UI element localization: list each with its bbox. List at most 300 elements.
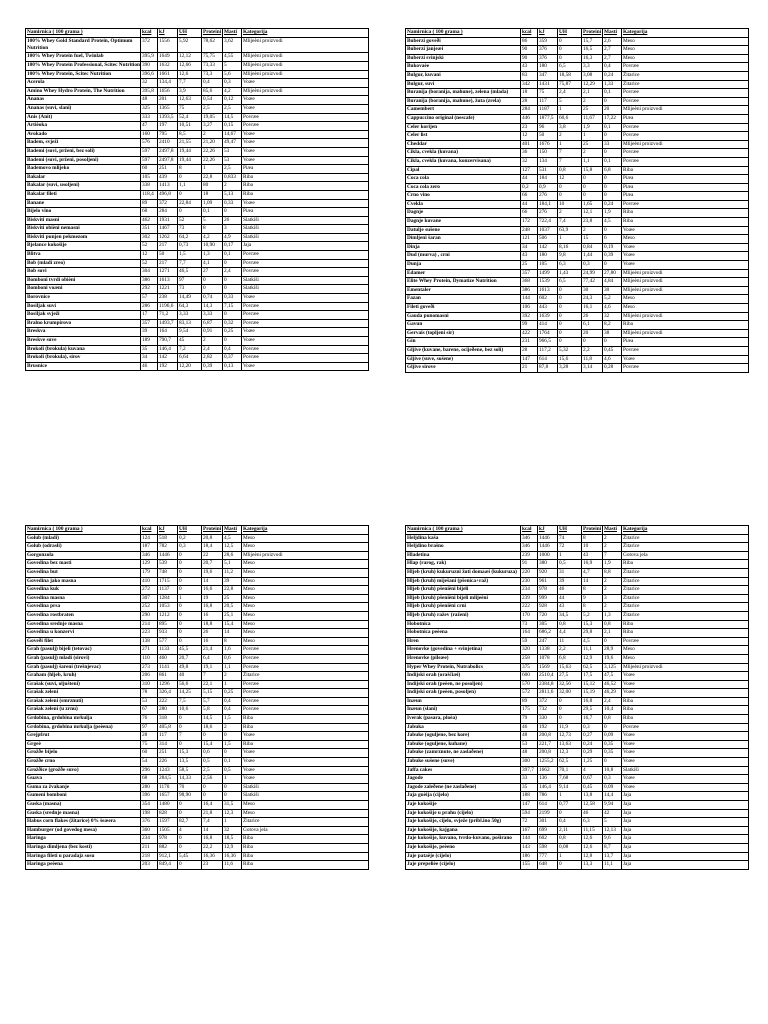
cell-category: Voæe [242, 775, 369, 784]
cell-category: Meso [622, 46, 749, 55]
cell-fat: 2,4 [603, 697, 622, 706]
cell-food-name: Graham (hljeb, kruh) [26, 672, 141, 681]
cell-fat: 1,33 [603, 80, 622, 89]
cell-kj: 376 [538, 54, 558, 63]
table-row [406, 192, 749, 201]
cell-kj: 326,4 [158, 689, 178, 698]
cell-food-name: Hyper Whey Protein, Nutrabolics [406, 663, 521, 672]
cell-food-name: Jaje prepelièe (cijelo) [406, 861, 521, 870]
cell-carbs: 6,3 [558, 261, 582, 270]
cell-category: Povræe [242, 680, 369, 689]
cell-protein: 19 [202, 594, 223, 603]
cell-carbs: 0 [178, 843, 202, 852]
cell-kcal: 129 [141, 560, 158, 569]
cell-protein: 22,2 [202, 843, 223, 852]
cell-carbs: 5,45 [178, 852, 202, 861]
cell-protein: 14 [202, 577, 223, 586]
cell-food-name: Crno vino [406, 192, 521, 201]
cell-protein: 2,56 [202, 775, 223, 784]
cell-carbs: 82,7 [178, 818, 202, 827]
cell-fat: 4,6 [603, 355, 622, 364]
table-header-row [406, 526, 749, 535]
cell-food-name: Bakalar (suvi, usoljeni) [26, 182, 141, 191]
cell-category: Meso [242, 801, 369, 810]
nutrition-table-top-right [405, 28, 749, 373]
cell-fat: 5,1 [223, 560, 242, 569]
cell-category: Voæe [622, 680, 749, 689]
table-header-row [26, 526, 369, 535]
table-header-row [406, 29, 749, 38]
cell-carbs: 2,4 [558, 89, 582, 98]
cell-carbs: 97 [178, 276, 202, 285]
cell-category: Meso [242, 809, 369, 818]
cell-category: Povræe [242, 311, 369, 320]
cell-carbs: 10,6 [178, 706, 202, 715]
cell-kcal: 198 [141, 809, 158, 818]
cell-kj: 2510,4 [538, 672, 558, 681]
cell-kcal: 99 [521, 321, 538, 330]
cell-fat: 1,6 [223, 646, 242, 655]
cell-kj: 861 [158, 672, 178, 681]
cell-carbs: 0,08 [558, 843, 582, 852]
cell-fat: 0,1 [603, 89, 622, 98]
table-row [26, 723, 369, 732]
cell-carbs: 45,5 [178, 646, 202, 655]
cell-fat: 1,9 [603, 560, 622, 569]
cell-kcal: 446 [521, 114, 538, 123]
table-row [406, 766, 749, 775]
cell-food-name: Brusnice [26, 362, 141, 371]
table-row [26, 337, 369, 346]
cell-fat: 0 [223, 337, 242, 346]
cell-protein: 25 [582, 140, 603, 149]
table-row [26, 147, 369, 156]
cell-fat: 7,15 [223, 302, 242, 311]
cell-carbs: 3,9 [178, 87, 202, 96]
table-row [406, 697, 749, 706]
cell-food-name: Bulgur, kuvani [406, 71, 521, 80]
cell-fat: 4,6 [603, 304, 622, 313]
cell-fat: 0,25 [223, 328, 242, 337]
cell-food-name: Bademovo mlijeko [26, 165, 141, 174]
table-row [26, 749, 369, 758]
cell-carbs: 0 [558, 715, 582, 724]
table-row [406, 560, 749, 569]
table-row [26, 826, 369, 835]
table-row [406, 252, 749, 261]
cell-food-name: Anis (Anit) [26, 113, 141, 122]
cell-kcal: 105 [141, 173, 158, 182]
table-row [406, 646, 749, 655]
cell-category: Piæa [622, 175, 749, 184]
table-row [26, 79, 369, 88]
table-row [26, 689, 369, 698]
cell-category: Riba [242, 740, 369, 749]
column-header-kj: kJ [538, 526, 558, 535]
cell-food-name: Grah (pasulj) mladi (sirovi) [26, 654, 141, 663]
cell-category: Povræe [242, 251, 369, 260]
cell-food-name: Golub (mladi) [26, 534, 141, 543]
cell-kcal: 89 [521, 697, 538, 706]
cell-food-name: Jabuke (zamrznute, ne zaslaðene) [406, 749, 521, 758]
cell-food-name: Fileti goveði [406, 304, 521, 313]
cell-kcal: 252 [141, 603, 158, 612]
cell-kj: 1187 [538, 106, 558, 115]
cell-category: Voæe [242, 79, 369, 88]
table-row [406, 663, 749, 672]
cell-protein: 16,8 [202, 835, 223, 844]
cell-fat: 0,39 [603, 252, 622, 261]
cell-category: Mlijeèni proizvodi [622, 140, 749, 149]
cell-fat: 0 [223, 208, 242, 217]
cell-food-name: Hljeb (kruh) miješani (pšenica+raž) [406, 577, 521, 586]
cell-food-name: Gorgonzola [26, 551, 141, 560]
table-row [406, 80, 749, 89]
cell-carbs: 7,7 [178, 79, 202, 88]
cell-protein: 16,5 [582, 46, 603, 55]
table-row [26, 276, 369, 285]
cell-fat: 30 [603, 286, 622, 295]
cell-kcal: 86 [521, 37, 538, 46]
cell-fat: 0,6 [223, 654, 242, 663]
cell-fat: 0,37 [223, 354, 242, 363]
cell-food-name: Grdobina, grdobina mrkulja (peèena) [26, 723, 141, 732]
table-row [406, 843, 749, 852]
cell-fat: 2,6 [603, 37, 622, 46]
table-row [406, 809, 749, 818]
cell-kcal: 239 [521, 551, 538, 560]
cell-kj: 2384,8 [538, 680, 558, 689]
cell-carbs: 2 [558, 209, 582, 218]
cell-fat: 28,6 [223, 551, 242, 560]
column-header-kj: kJ [158, 29, 178, 38]
cell-category: Riba [622, 620, 749, 629]
cell-carbs: 1 [558, 235, 582, 244]
cell-fat: 2 [223, 723, 242, 732]
cell-kcal: 57 [141, 294, 158, 303]
cell-category: Jaja [622, 826, 749, 835]
cell-food-name: Bjelance kokošije [26, 242, 141, 251]
cell-fat: 0,4 [223, 697, 242, 706]
cell-protein: 14,5 [202, 715, 223, 724]
cell-kcal: 12 [141, 251, 158, 260]
cell-fat: 3,125 [603, 663, 622, 672]
cell-carbs: 2,2 [558, 646, 582, 655]
column-header-carbs: UH [558, 29, 582, 38]
cell-kj: 146,4 [158, 345, 178, 354]
cell-kj: 602 [538, 835, 558, 844]
cell-food-name: Celer korijen [406, 123, 521, 132]
cell-category: Jaja [622, 792, 749, 801]
cell-category: Riba [242, 173, 369, 182]
cell-category: Mlijeèni proizvodi [242, 53, 369, 62]
cell-kcal: 160 [141, 130, 158, 139]
nutrition-table-bottom-left [25, 525, 369, 870]
cell-kcal: 386 [141, 276, 158, 285]
cell-category: Voæe [242, 199, 369, 208]
cell-protein: 11,67 [582, 114, 603, 123]
cell-carbs: 0,5 [558, 560, 582, 569]
cell-protein: 0,54 [202, 96, 223, 105]
cell-protein: 21,20 [202, 139, 223, 148]
cell-food-name: Dagnje kuvane [406, 218, 521, 227]
cell-category: Jaja [622, 835, 749, 844]
cell-category: Gotova jela [622, 551, 749, 560]
cell-carbs: 3,33 [178, 311, 202, 320]
cell-protein: 26 [582, 312, 603, 321]
cell-carbs: 15,3 [178, 749, 202, 758]
cell-protein: 0 [582, 192, 603, 201]
table-row [406, 286, 749, 295]
cell-food-name: Guska (srednje masna) [26, 809, 141, 818]
cell-food-name: Hlap (rarog, rak) [406, 560, 521, 569]
cell-protein: 15,4 [202, 740, 223, 749]
cell-category: Voæe [242, 337, 369, 346]
cell-category: Voæe [622, 355, 749, 364]
cell-protein: 3,08 [582, 71, 603, 80]
table-row [406, 783, 749, 792]
table-row [406, 818, 749, 827]
cell-food-name: Blitva [26, 251, 141, 260]
cell-kcal: 118,4 [141, 190, 158, 199]
cell-category: Voæe [622, 243, 749, 252]
cell-protein: 75,75 [202, 53, 223, 62]
table-row [406, 654, 749, 663]
table-row [26, 801, 369, 810]
cell-kj: 87,8 [538, 364, 558, 373]
table-row [26, 809, 369, 818]
cell-category: Mlijeèni proizvodi [242, 551, 369, 560]
cell-fat: 12,9 [223, 843, 242, 852]
table-row [406, 132, 749, 141]
cell-kj: 280 [158, 706, 178, 715]
table-row [406, 543, 749, 552]
cell-kj: 197 [158, 122, 178, 131]
cell-fat: 0,09 [603, 783, 622, 792]
column-header-kcal: kcal [521, 526, 538, 535]
cell-kcal: 368 [521, 278, 538, 287]
cell-category: Povræe [242, 319, 369, 328]
cell-fat: 19,6 [603, 654, 622, 663]
cell-fat: 0 [223, 259, 242, 268]
cell-carbs: 43 [558, 603, 582, 612]
table-row [26, 233, 369, 242]
cell-category: Voæe [622, 775, 749, 784]
cell-fat: 16,36 [223, 852, 242, 861]
cell-kj: 221,7 [538, 740, 558, 749]
cell-category: Žitarice [622, 543, 749, 552]
cell-kj: 1715 [158, 577, 178, 586]
cell-protein: 5,7 [202, 697, 223, 706]
cell-fat: 0 [223, 749, 242, 758]
cell-category: Voæe [242, 362, 369, 371]
cell-food-name: Govedina jako masna [26, 577, 141, 586]
cell-food-name: Grašak (suvi, oljušteni) [26, 680, 141, 689]
cell-carbs: 46 [558, 586, 582, 595]
cell-kcal: 186 [521, 852, 538, 861]
cell-category: Povræe [622, 346, 749, 355]
cell-kcal: 390 [141, 62, 158, 71]
cell-protein: 0,84 [582, 243, 603, 252]
cell-protein: 2,2 [582, 346, 603, 355]
cell-carbs: 7 [178, 732, 202, 741]
table-row [406, 183, 749, 192]
cell-food-name: Gljive (kuvane, barene, ocijeðene, bez soli) [406, 346, 521, 355]
table-row [26, 190, 369, 199]
cell-kcal: 333 [141, 113, 158, 122]
cell-fat: 3,62 [223, 37, 242, 53]
cell-kcal: 302 [141, 233, 158, 242]
cell-kj: 1597 [158, 818, 178, 827]
cell-protein: 29,8 [582, 629, 603, 638]
cell-category: Mlijeèni proizvodi [622, 278, 749, 287]
table-row [26, 130, 369, 139]
cell-kcal: 52 [141, 259, 158, 268]
cell-kj: 1133 [158, 646, 178, 655]
cell-protein: 15 [582, 235, 603, 244]
cell-kj: 184,1 [538, 200, 558, 209]
cell-protein: 24,99 [582, 269, 603, 278]
cell-fat: 25 [223, 594, 242, 603]
cell-protein: 11,1 [582, 646, 603, 655]
cell-food-name: Hren [406, 637, 521, 646]
cell-protein: 2,4 [202, 345, 223, 354]
cell-protein: 20,7 [202, 560, 223, 569]
cell-kj: 276 [538, 209, 558, 218]
cell-fat: 42 [603, 809, 622, 818]
cell-kj: 318 [158, 715, 178, 724]
cell-protein: 18,8 [202, 620, 223, 629]
cell-kj: 782 [158, 543, 178, 552]
cell-category: Meso [622, 646, 749, 655]
cell-category: Žitarice [622, 611, 749, 620]
cell-fat: 2,5 [223, 104, 242, 113]
cell-kcal: 386 [521, 286, 538, 295]
cell-kj: 2497,8 [158, 156, 178, 165]
column-header-fat: Masti [603, 526, 622, 535]
cell-carbs: 0 [558, 861, 582, 870]
cell-category: Žitarice [622, 568, 749, 577]
cell-category: Mlijeèni proizvodi [622, 329, 749, 338]
cell-fat: 1,3 [603, 611, 622, 620]
cell-fat: 0 [223, 285, 242, 294]
cell-fat: 9,6 [603, 835, 622, 844]
table-row [26, 629, 369, 638]
cell-category: Povræe [242, 654, 369, 663]
cell-food-name: Acerola [26, 79, 141, 88]
cell-protein: 22,1 [202, 680, 223, 689]
cell-food-name: Bomboni tvrdi obièni [26, 276, 141, 285]
cell-protein: 2 [582, 226, 603, 235]
cell-category: Voæe [242, 96, 369, 105]
cell-category: Povræe [242, 697, 369, 706]
cell-carbs: 14,33 [178, 775, 202, 784]
cell-protein: 5,2 [582, 611, 603, 620]
cell-food-name: Gavun [406, 321, 521, 330]
table-row [26, 783, 369, 792]
cell-category: Žitarice [622, 603, 749, 612]
cell-protein: 2,1 [582, 89, 603, 98]
cell-kcal: 52 [141, 242, 158, 251]
cell-fat: 0 [603, 261, 622, 270]
cell-kj: 443 [538, 304, 558, 313]
table-row [406, 594, 749, 603]
cell-carbs: 0 [178, 603, 202, 612]
cell-food-name: Grašak zeleni [26, 689, 141, 698]
cell-protein: 43 [582, 551, 603, 560]
cell-category: Povræe [622, 157, 749, 166]
table-row [406, 114, 749, 123]
table-row [406, 295, 749, 304]
cell-fat: 0,33 [223, 199, 242, 208]
cell-protein: 7 [202, 672, 223, 681]
cell-protein: 8 [202, 225, 223, 234]
cell-carbs: 13,5 [178, 758, 202, 767]
cell-kj: 134,4 [158, 79, 178, 88]
cell-carbs: 0 [558, 706, 582, 715]
table-row [406, 209, 749, 218]
cell-food-name: Jaja guèija (cijelo) [406, 792, 521, 801]
table-row [26, 843, 369, 852]
cell-protein: 0 [582, 175, 603, 184]
cell-kj: 117 [538, 97, 558, 106]
cell-kj: 1446 [538, 543, 558, 552]
cell-carbs: 73 [178, 285, 202, 294]
cell-food-name: Bademi (suvi, prženi, posoljeni) [26, 156, 141, 165]
cell-carbs: 7,4 [558, 218, 582, 227]
table-row [26, 603, 369, 612]
cell-category: Žitarice [242, 818, 369, 827]
cell-kcal: 91 [521, 560, 538, 569]
cell-carbs: 64,3 [178, 302, 202, 311]
table-row [26, 87, 369, 96]
cell-carbs: 0 [558, 809, 582, 818]
cell-protein: 23 [202, 861, 223, 870]
table-row [406, 321, 749, 330]
cell-food-name: Grgeè [26, 740, 141, 749]
table-row [406, 226, 749, 235]
cell-carbs: 0 [178, 568, 202, 577]
cell-carbs: 0 [178, 835, 202, 844]
cell-kj: 999 [538, 594, 558, 603]
cell-carbs: 6,5 [558, 278, 582, 287]
table-row [26, 637, 369, 646]
cell-kj: 1632 [158, 62, 178, 71]
cell-kcal: 21 [521, 364, 538, 373]
cell-food-name: Grožðe crno [26, 758, 141, 767]
cell-food-name: Avokado [26, 130, 141, 139]
cell-category: Mlijeèni proizvodi [622, 286, 749, 295]
table-row [26, 302, 369, 311]
cell-carbs: 14,25 [178, 689, 202, 698]
cell-category: Povræe [242, 689, 369, 698]
cell-category: Riba [622, 629, 749, 638]
cell-food-name: Hljeb (kruh) pšenièni bijeli [406, 586, 521, 595]
cell-protein: 5,8 [202, 706, 223, 715]
cell-kj: 961 [538, 577, 558, 586]
cell-protein: 3,27 [202, 122, 223, 131]
cell-carbs: 5 [558, 97, 582, 106]
cell-fat: 14,4 [603, 792, 622, 801]
cell-category: Žitarice [622, 80, 749, 89]
cell-kcal: 35 [141, 345, 158, 354]
cell-kcal: 248 [521, 226, 538, 235]
cell-food-name: Jabuke (oguljene, kuhane) [406, 740, 521, 749]
cell-category: Žitarice [622, 594, 749, 603]
cell-carbs: 0 [558, 329, 582, 338]
cell-kcal: 75 [141, 740, 158, 749]
cell-food-name: Govedina prsa [26, 603, 141, 612]
